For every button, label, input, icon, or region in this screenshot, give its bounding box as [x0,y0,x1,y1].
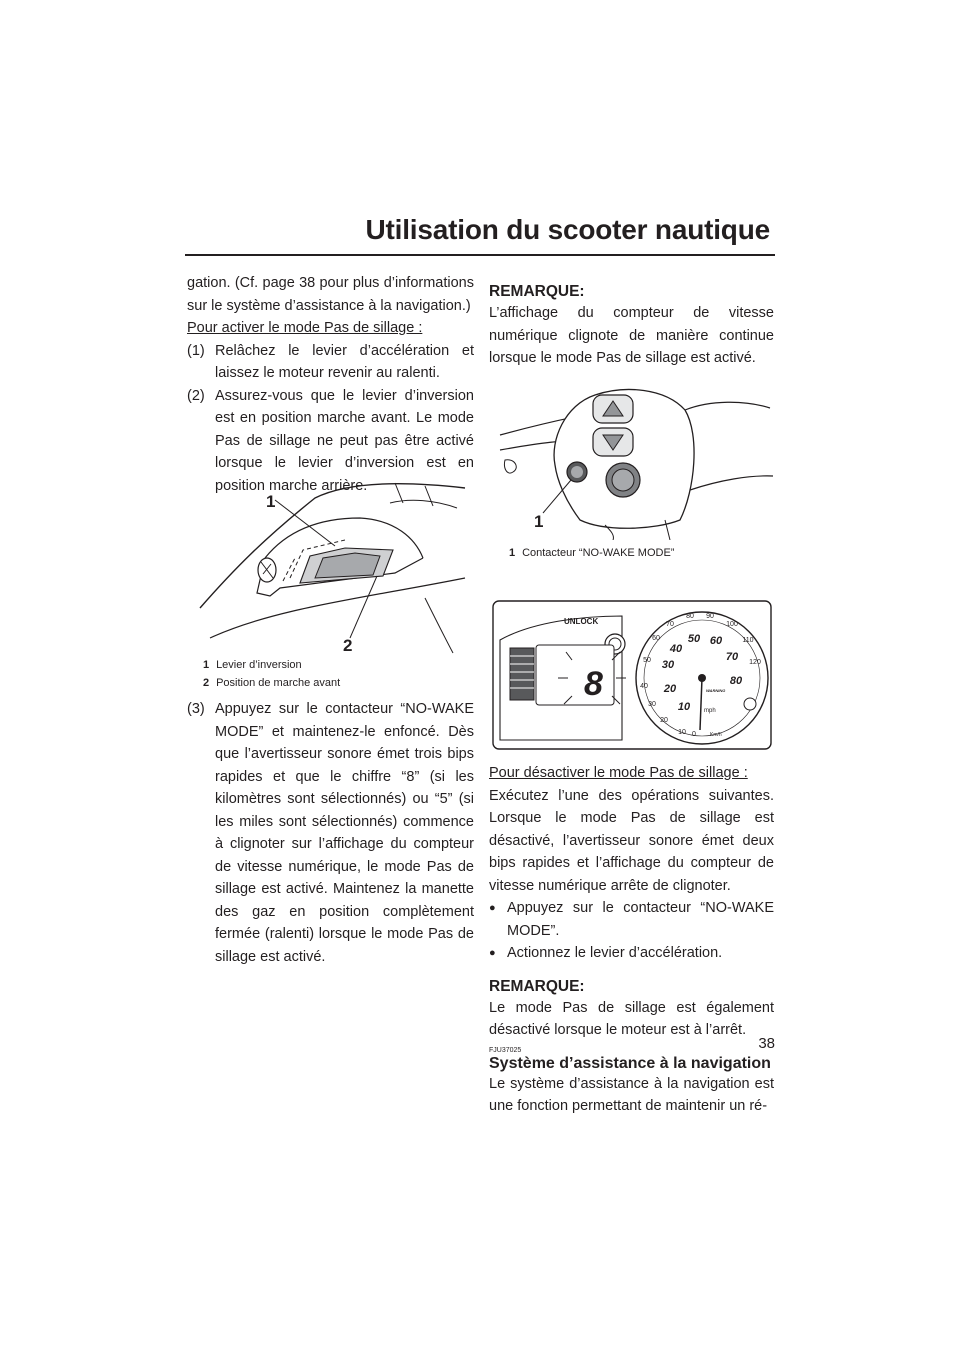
kmh-tick: 110 [742,637,754,644]
caption-text: Position de marche avant [216,677,341,689]
mph-tick: 30 [661,659,675,671]
right-column [489,282,774,370]
speedometer-gauge-illustration [492,600,772,750]
unlock-label: UNLOCK [564,617,599,626]
section-heading: Système d’assistance à la navigation [489,1054,771,1072]
note-heading: REMARQUE: [489,283,585,300]
step-number: (3) [187,701,205,717]
mph-unit: mph [704,708,716,714]
mph-tick: 10 [677,701,691,713]
left-column-continued [187,698,474,968]
step-item [187,698,474,968]
mph-tick: 20 [663,683,677,695]
warning-label: WARNING [706,688,726,693]
mph-tick: 50 [687,633,701,645]
mph-tick: 70 [725,651,739,663]
intro-text: gation. (Cf. page 38 pour plus d’informations sur le système d’assistance à la navigation.) [187,275,474,314]
kmh-tick: 120 [749,659,761,666]
note2-text: Le mode Pas de sillage est également désactivé lorsque le moteur est à l’arrêt. [489,999,774,1038]
header-rule [185,254,775,256]
caption-text: Levier d’inversion [216,659,302,671]
left-column [187,272,474,497]
caption-text: Contacteur “NO-WAKE MODE” [522,547,675,559]
callout-2: 2 [343,636,353,655]
kmh-tick: 30 [648,701,656,708]
figure-caption-2 [203,675,340,691]
bullet-text: Actionnez le levier d’accélération. [507,945,723,961]
step-number: (2) [187,387,205,404]
bullet-text: Appuyez sur le contacteur “NO-WAKE MODE”. [507,900,774,939]
caption-number: 2 [203,677,210,689]
step-number: (1) [187,342,205,359]
bullet-item [489,897,774,942]
kmh-tick: 0 [692,731,696,738]
step-text: Assurez-vous que le levier d’inversion est en position marche avant. Le mode Pas de sillage ne peut pas être activé lorsque le levier d’inversion est en position marche arrière. [215,387,474,494]
step-item [187,340,474,385]
deactivate-text: Exécutez l’une des opérations suivantes. Lorsque le mode Pas de sillage est désactivé, l’avertisseur sonore émet deux bips rapides et l’affichage du compteur de vitesse numérique arrête de clignoter. [489,787,774,894]
page-number: 38 [758,1035,775,1052]
kmh-tick: 80 [686,613,694,620]
mph-tick: 60 [709,635,723,647]
kmh-tick: 70 [666,621,674,628]
bullet-item [489,942,774,965]
section-text: Le système d’assistance à la navigation est une fonction permettant de maintenir un ré- [489,1075,774,1114]
step-text: Appuyez sur le contacteur “NO-WAKE MODE” et maintenez-le enfoncé. Dès que l’avertisseur sonore émet trois bips rapides et que le chiffre “8” (si les kilomètres sont sélectionnés) ou “5” (si les miles sont sélectionnés) commence à clignoter sur l’affichage du compteur de vitesse numérique, le mode Pas de sillage est activé. Maintenez la manette des gaz en position complètement fermée (ralenti) lorsque le mode Pas de sillage est activé. [215,701,474,965]
switch-callout-1: 1 [534,512,544,531]
kmh-unit: Km/h [710,732,722,738]
kmh-tick: 90 [706,613,714,620]
mph-tick: 40 [669,643,683,655]
digital-speed-digit: 8 [584,665,603,703]
section-code: FJU37025 [489,1046,522,1054]
bullet-dot-icon: ● [489,902,496,914]
switch-caption [509,545,674,561]
right-column-lower [489,762,774,1118]
bullet-dot-icon: ● [489,947,496,959]
kmh-tick: 60 [652,635,660,642]
kmh-tick: 40 [640,683,648,690]
mph-tick: 80 [729,675,743,687]
page-header-title: Utilisation du scooter nautique [365,214,770,245]
caption-number: 1 [509,547,516,559]
caption-number: 1 [203,659,210,671]
note-text: L’affichage du compteur de vitesse numérique clignote de manière continue lorsque le mode Pas de sillage est activé. [489,305,774,366]
activate-heading: Pour activer le mode Pas de sillage : [187,320,423,336]
kmh-tick: 100 [726,621,738,628]
kmh-tick: 20 [660,717,668,724]
step-text: Relâchez le levier d’accélération et laissez le moteur revenir au ralenti. [215,342,474,381]
reverse-lever-illustration [195,478,470,658]
deactivate-heading: Pour désactiver le mode Pas de sillage : [489,765,748,781]
kmh-tick: 10 [678,729,686,736]
note2-heading: REMARQUE: [489,977,585,995]
figure-caption-1 [203,657,302,673]
callout-1: 1 [266,492,276,511]
kmh-tick: 50 [643,657,651,664]
